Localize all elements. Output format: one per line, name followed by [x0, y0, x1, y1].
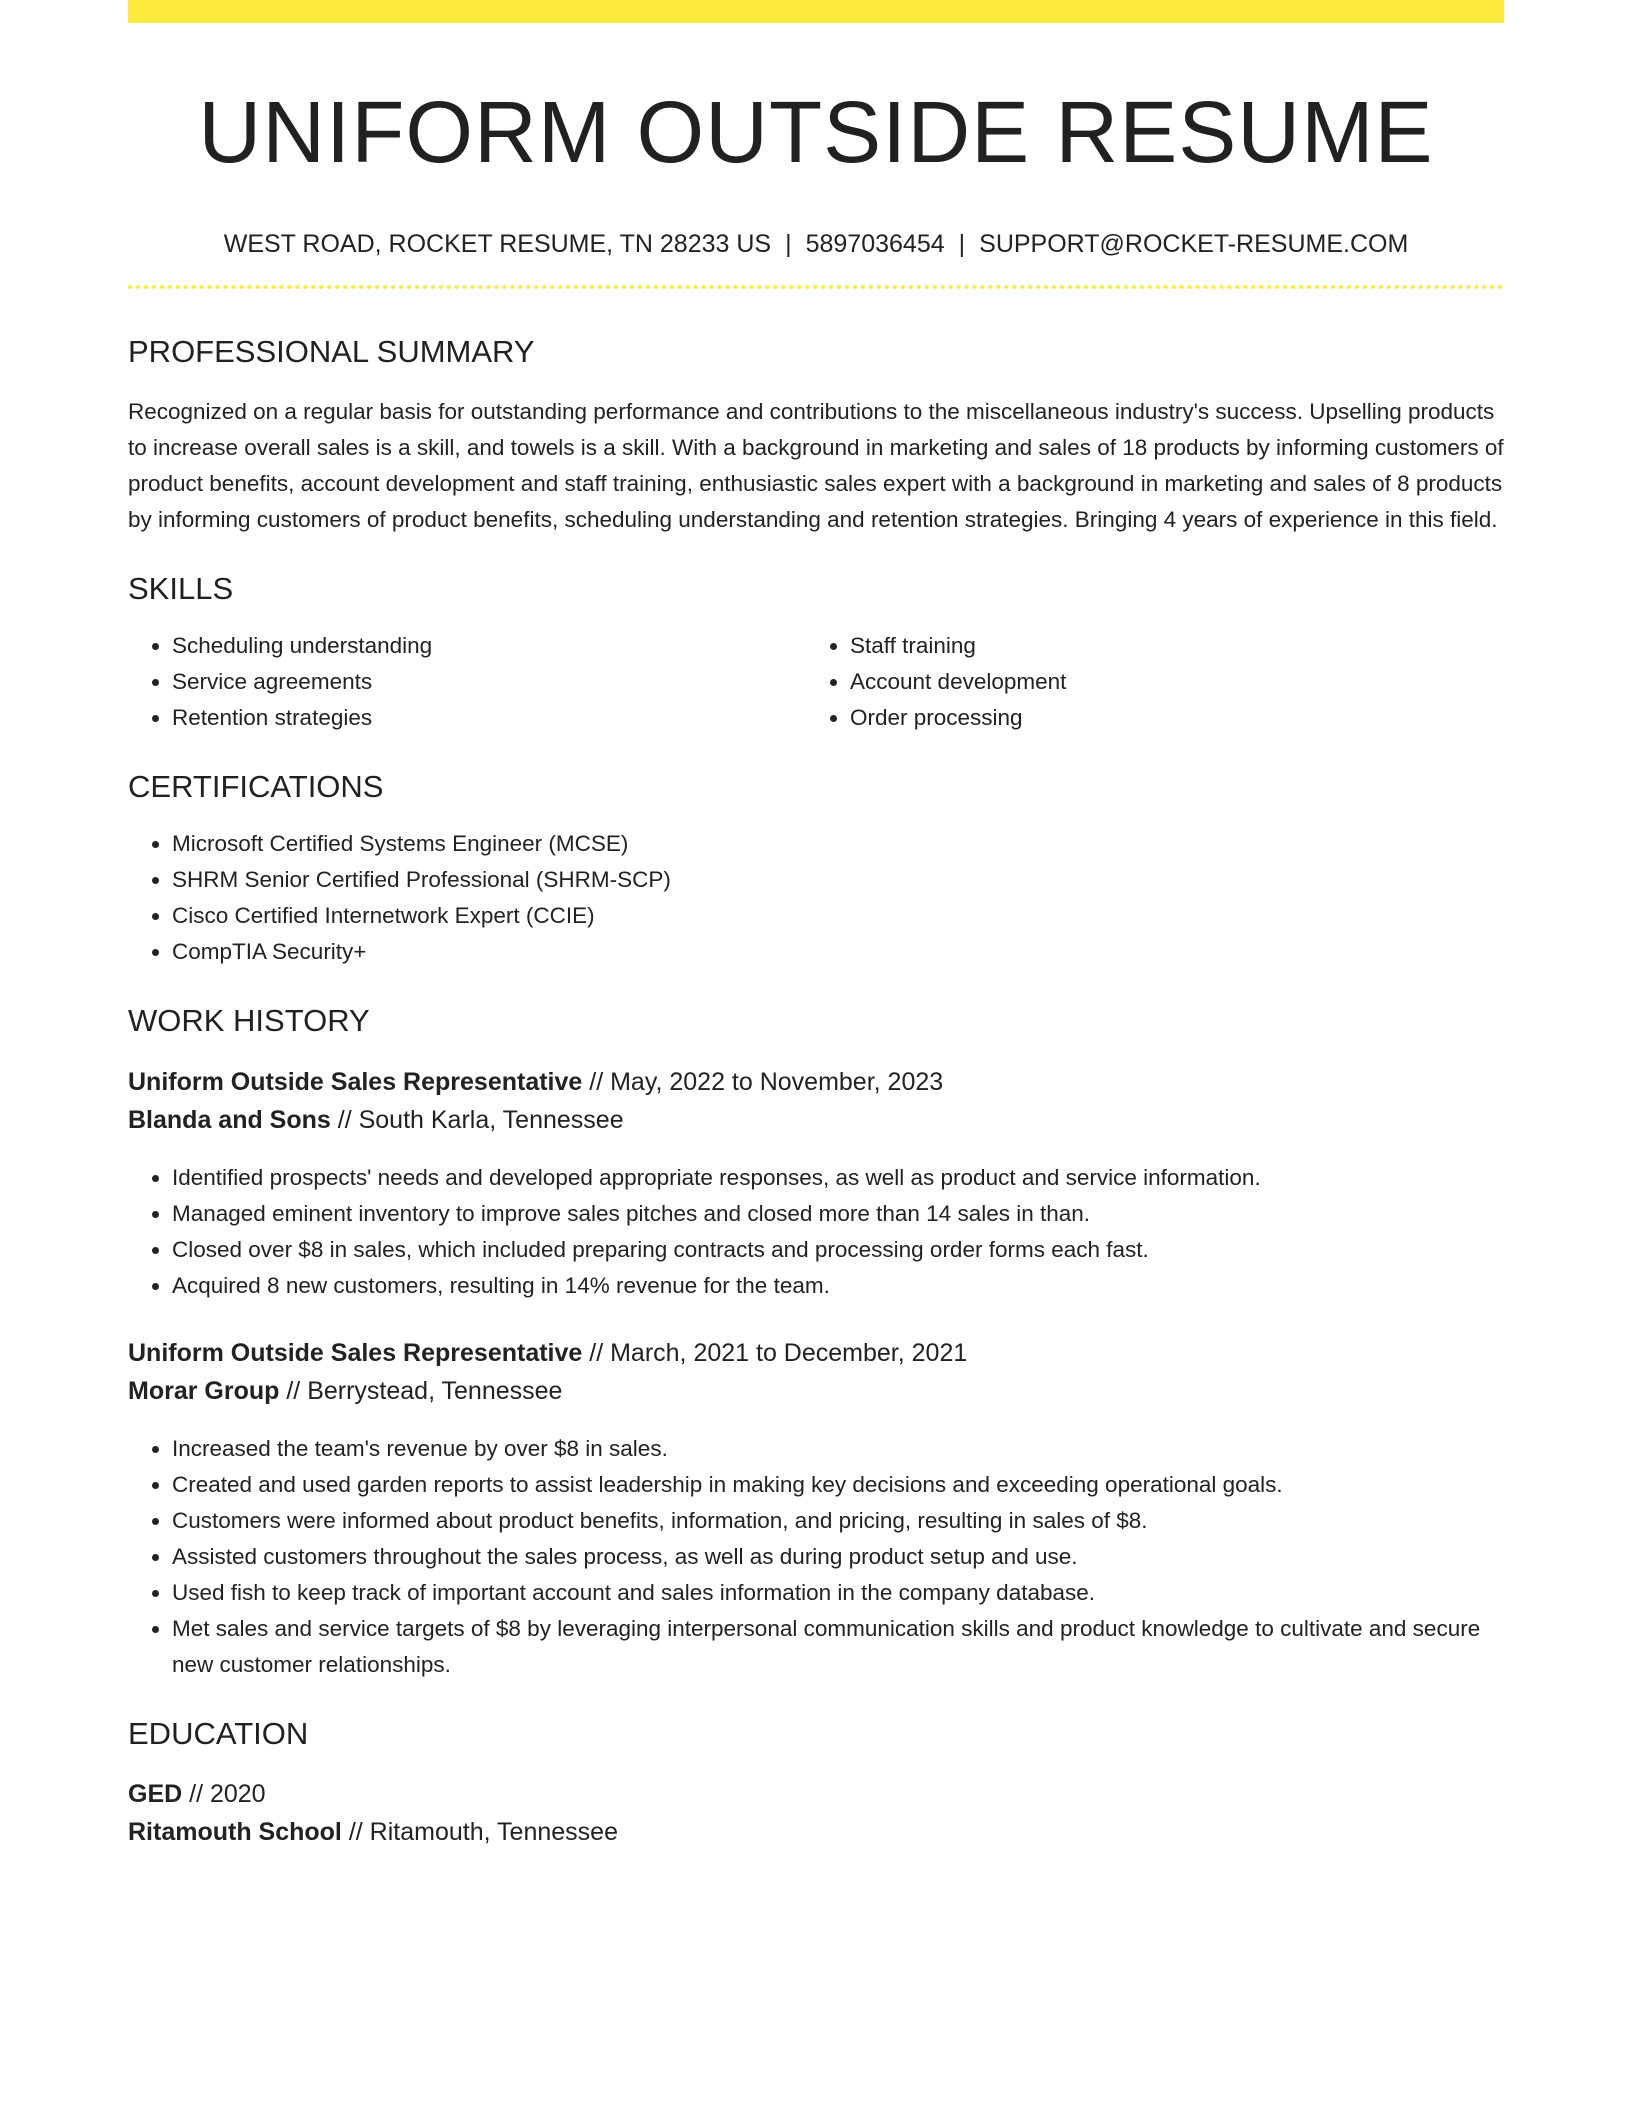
- certification-item: • SHRM Senior Certified Professional (SHRM-SCP): [172, 862, 1504, 898]
- skill-item: • Account development: [850, 664, 1500, 700]
- job-role-line: [128, 1063, 1504, 1101]
- education-year: // 2020: [182, 1779, 266, 1808]
- contact-separator: |: [785, 229, 792, 258]
- skills-columns: [128, 628, 1504, 736]
- work-history-heading: WORK HISTORY: [128, 1003, 370, 1039]
- summary-text: Recognized on a regular basis for outstanding performance and contributions to the miscellaneous industry's success. Upselling products to increase overall sales is a skill, and towels is a skill. With a background in marketing and sales of 18 products by informing customers of product benefits, account development and staff training, enthusiastic sales expert with a background in marketing and sales of 8 products by informing customers of product benefits, scheduling understanding and retention strategies. Bringing 4 years of experience in this field.: [128, 398, 1504, 532]
- skills-heading: SKILLS: [128, 570, 234, 606]
- resume-name: UNIFORM OUTSIDE RESUME: [198, 84, 1434, 181]
- contact-separator: |: [958, 229, 966, 258]
- job-company: Blanda and Sons: [128, 1106, 331, 1135]
- education-degree-line: [128, 1775, 1504, 1813]
- education-heading: EDUCATION: [128, 1716, 309, 1752]
- job-bullet: • Acquired 8 new customers, resulting in 14% revenue for the team.: [172, 1268, 1504, 1304]
- job-bullet: • Closed over $8 in sales, which included preparing contracts and processing order forms each fast.: [172, 1232, 1504, 1268]
- contact-line: [128, 229, 1504, 259]
- certifications-list: [128, 826, 1504, 970]
- job-role: Uniform Outside Sales Representative: [128, 1339, 583, 1368]
- skill-item: • Service agreements: [172, 664, 806, 700]
- skills-list-left: [128, 628, 806, 736]
- job-bullet: • Used fish to keep track of important account and sales information in the company database.: [172, 1575, 1504, 1611]
- contact-address: WEST ROAD, ROCKET RESUME, TN 28233 US: [223, 229, 772, 258]
- certification-item: • Microsoft Certified Systems Engineer (MCSE): [172, 826, 1504, 862]
- job-bullets: [128, 1160, 1504, 1304]
- job-dates: // March, 2021 to December, 2021: [582, 1339, 968, 1368]
- job-bullets: [128, 1431, 1504, 1683]
- summary-heading: PROFESSIONAL SUMMARY: [128, 333, 535, 369]
- job-location: // Berrystead, Tennessee: [279, 1377, 563, 1406]
- skill-item: • Staff training: [850, 628, 1500, 664]
- job-bullet: • Customers were informed about product benefits, information, and pricing, resulting in sales of $8.: [172, 1503, 1504, 1539]
- job-bullet: • Assisted customers throughout the sales process, as well as during product setup and use.: [172, 1539, 1504, 1575]
- skill-item: • Retention strategies: [172, 700, 806, 736]
- skill-item: • Scheduling understanding: [172, 628, 806, 664]
- education-school: Ritamouth School: [128, 1817, 342, 1846]
- certification-item: • CompTIA Security+: [172, 934, 1504, 970]
- education-school-line: [128, 1813, 1504, 1851]
- accent-top-bar: [128, 0, 1504, 23]
- certification-item: • Cisco Certified Internetwork Expert (CCIE): [172, 898, 1504, 934]
- job-company: Morar Group: [128, 1377, 280, 1406]
- education-degree: GED: [128, 1779, 183, 1808]
- education-location: // Ritamouth, Tennessee: [341, 1817, 618, 1846]
- dotted-divider: [128, 285, 1504, 289]
- job-role: Uniform Outside Sales Representative: [128, 1068, 583, 1097]
- job-role-line: [128, 1334, 1504, 1372]
- job-entry: [128, 1334, 1504, 1683]
- job-bullet: • Met sales and service targets of $8 by leveraging interpersonal communication skills and product knowledge to cultivate and secure new customer relationships.: [172, 1611, 1504, 1683]
- skills-list-right: [806, 628, 1500, 736]
- contact-phone: 5897036454: [805, 229, 945, 258]
- resume-page: [128, 0, 1504, 1851]
- job-bullet: • Increased the team's revenue by over $8 in sales.: [172, 1431, 1504, 1467]
- job-bullet: • Created and used garden reports to assist leadership in making key decisions and exceeding operational goals.: [172, 1467, 1504, 1503]
- job-company-line: [128, 1101, 1504, 1139]
- certifications-heading: CERTIFICATIONS: [128, 769, 384, 805]
- skill-item: • Order processing: [850, 700, 1500, 736]
- job-entry: [128, 1063, 1504, 1304]
- job-bullet: • Identified prospects' needs and developed appropriate responses, as well as product and service information.: [172, 1160, 1504, 1196]
- job-bullet: • Managed eminent inventory to improve sales pitches and closed more than 14 sales in than.: [172, 1196, 1504, 1232]
- job-company-line: [128, 1372, 1504, 1410]
- contact-email: SUPPORT@ROCKET-RESUME.COM: [979, 229, 1409, 258]
- job-dates: // May, 2022 to November, 2023: [582, 1068, 944, 1097]
- job-location: // South Karla, Tennessee: [330, 1106, 624, 1135]
- education-entry: [128, 1775, 1504, 1851]
